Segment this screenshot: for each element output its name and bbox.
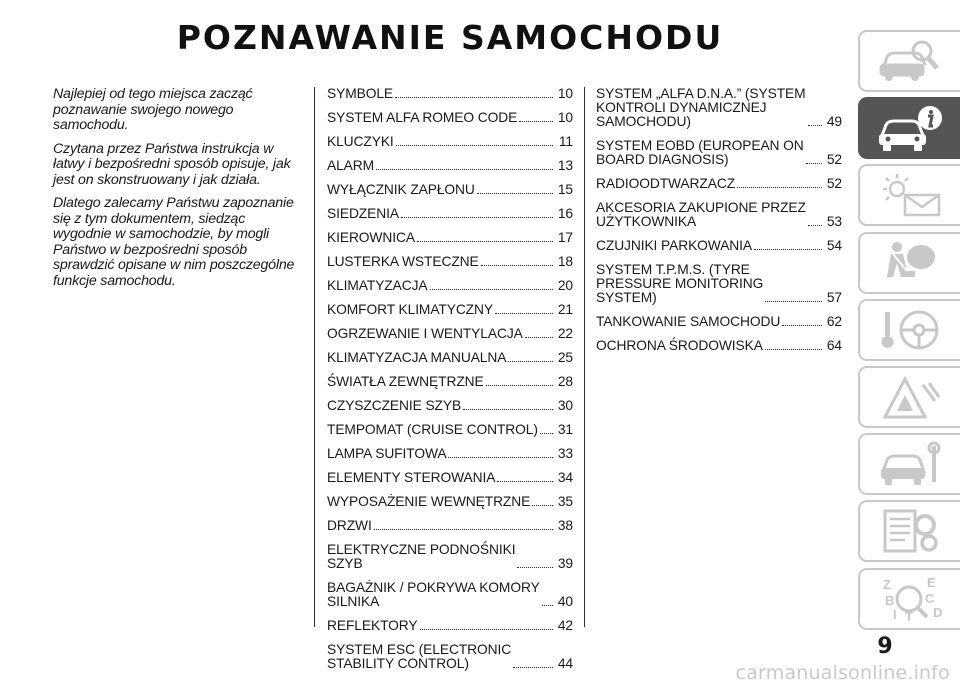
- toc-entry[interactable]: [596, 339, 842, 353]
- toc-entry[interactable]: [327, 643, 573, 671]
- toc-entry[interactable]: [327, 255, 573, 269]
- toc-leader-dots: [401, 217, 553, 218]
- toc-entry-page: 20: [557, 278, 573, 293]
- car-info-icon: [875, 102, 945, 154]
- toc-entry-label: TANKOWANIE SAMOCHODU: [596, 314, 781, 329]
- toc-leader-dots: [477, 193, 553, 194]
- toc-entry-label: SYSTEM ESC (ELECTRONIC STABILITY CONTROL): [327, 642, 512, 671]
- toc-entry-page: 40: [557, 594, 573, 609]
- toc-leader-dots: [754, 249, 822, 250]
- toc-entry[interactable]: [327, 279, 573, 293]
- tab-steering-wheel[interactable]: [858, 299, 960, 361]
- toc-entry-page: 18: [557, 254, 573, 269]
- toc-leader-dots: [517, 567, 553, 568]
- index-letter: I: [893, 606, 897, 622]
- toc-entry-page: 13: [557, 158, 573, 173]
- toc-entry[interactable]: [596, 315, 842, 329]
- toc-entry-label: SYSTEM T.P.M.S. (TYRE PRESSURE MONITORING SYSTEM): [596, 262, 764, 305]
- toc-leader-dots: [395, 97, 553, 98]
- toc-entry-label: ELEMENTY STEROWANIA: [327, 470, 496, 485]
- toc-column-1: [327, 87, 573, 681]
- toc-entry-label: KLUCZYKI: [327, 134, 394, 149]
- toc-entry-page: 22: [557, 326, 573, 341]
- airbag-safety-icon: [875, 237, 945, 289]
- toc-entry[interactable]: [327, 619, 573, 633]
- toc-entry-label: BAGAŻNIK / POKRYWA KOMORY SILNIKA: [327, 580, 540, 609]
- tab-alphabetical-index[interactable]: [858, 568, 960, 630]
- toc-entry-label: DRZWI: [327, 518, 372, 533]
- column-divider: [314, 87, 315, 627]
- toc-entry-page: 62: [826, 314, 842, 329]
- toc-entry-label: CZYSZCZENIE SZYB: [327, 398, 462, 413]
- toc-entry[interactable]: [327, 399, 573, 413]
- toc-entry[interactable]: [327, 207, 573, 221]
- alphabetical-index-icon: [875, 573, 945, 625]
- tab-specifications[interactable]: [858, 500, 960, 562]
- toc-entry[interactable]: [327, 519, 573, 533]
- toc-entry-page: 35: [557, 494, 573, 509]
- toc-leader-dots: [508, 361, 553, 362]
- toc-leader-dots: [420, 629, 554, 630]
- toc-entry-label: TEMPOMAT (CRUISE CONTROL): [327, 422, 538, 437]
- toc-entry-page: 21: [557, 302, 573, 317]
- toc-leader-dots: [765, 301, 822, 302]
- toc-leader-dots: [430, 289, 553, 290]
- toc-entry-page: 54: [826, 238, 842, 253]
- toc-entry[interactable]: [327, 375, 573, 389]
- toc-entry-page: 10: [557, 110, 573, 125]
- toc-entry-label: KLIMATYZACJA: [327, 278, 428, 293]
- toc-entry-page: 34: [557, 470, 573, 485]
- toc-entry[interactable]: [327, 447, 573, 461]
- warning-triangle-icon: [875, 371, 945, 423]
- toc-entry-label: OGRZEWANIE I WENTYLACJA: [327, 326, 523, 341]
- toc-entry-page: 52: [826, 152, 842, 167]
- intro-paragraph: Dlatego zalecamy Państwu zapoznanie się z tym dokumentem, siedząc wygodnie w samochodzie, by mogli Państwo w bezpośredni sposób sprawdzić opisane w nim poszczególne funkcje samochodu.: [53, 195, 295, 289]
- toc-entry-page: 25: [557, 350, 573, 365]
- page-title: POZNAWANIE SAMOCHODU: [176, 18, 724, 57]
- toc-entry[interactable]: [327, 327, 573, 341]
- car-search-icon: [875, 35, 945, 87]
- toc-entry[interactable]: [327, 159, 573, 173]
- toc-entry-page: 38: [557, 518, 573, 533]
- toc-entry[interactable]: [327, 423, 573, 437]
- toc-leader-dots: [463, 409, 553, 410]
- toc-entry-page: 33: [557, 446, 573, 461]
- toc-entry-label: CZUJNIKI PARKOWANIA: [596, 238, 753, 253]
- toc-entry-page: 15: [557, 182, 573, 197]
- toc-entry-page: 64: [826, 338, 842, 353]
- toc-leader-dots: [495, 313, 553, 314]
- toc-entry[interactable]: [596, 177, 842, 191]
- toc-entry-label: SYMBOLE: [327, 86, 394, 101]
- watermark: carmanualsonline.info: [735, 662, 950, 684]
- toc-entry-page: 17: [557, 230, 573, 245]
- index-letter: T: [905, 608, 913, 624]
- toc-entry-page: 30: [557, 398, 573, 413]
- toc-entry-label: LUSTERKA WSTECZNE: [327, 254, 479, 269]
- index-letter: E: [927, 574, 936, 590]
- toc-entry-page: 44: [557, 656, 573, 671]
- toc-leader-dots: [525, 337, 553, 338]
- toc-entry-label: REFLEKTORY: [327, 618, 418, 633]
- toc-entry-label: SYSTEM EOBD (EUROPEAN ON BOARD DIAGNOSIS): [596, 138, 804, 167]
- toc-entry[interactable]: [596, 87, 842, 129]
- toc-leader-dots: [376, 169, 553, 170]
- toc-entry[interactable]: [327, 543, 573, 571]
- toc-leader-dots: [737, 187, 822, 188]
- intro-text: [53, 87, 303, 297]
- toc-entry-label: ŚWIATŁA ZEWNĘTRZNE: [327, 374, 484, 389]
- tab-car-service[interactable]: [858, 433, 960, 495]
- toc-leader-dots: [486, 385, 553, 386]
- tab-car-info[interactable]: [858, 97, 960, 159]
- toc-entry-page: 28: [557, 374, 573, 389]
- toc-entry-page: 11: [558, 134, 573, 149]
- toc-leader-dots: [765, 349, 822, 350]
- toc-entry-label: RADIOODTWARZACZ: [596, 176, 736, 191]
- column-divider: [584, 87, 585, 627]
- toc-leader-dots: [513, 667, 553, 668]
- toc-entry[interactable]: [596, 139, 842, 167]
- index-letter: Z: [883, 576, 891, 592]
- toc-entry-label: ALARM: [327, 158, 375, 173]
- toc-entry-label: ELEKTRYCZNE PODNOŚNIKI SZYB: [327, 542, 516, 571]
- toc-entry[interactable]: [596, 263, 842, 305]
- toc-leader-dots: [808, 125, 822, 126]
- tab-airbag-safety[interactable]: [858, 232, 960, 294]
- toc-leader-dots: [540, 433, 553, 434]
- toc-leader-dots: [782, 325, 822, 326]
- tab-warning-lights[interactable]: [858, 164, 960, 226]
- toc-leader-dots: [542, 605, 553, 606]
- toc-entry-label: KOMFORT KLIMATYCZNY: [327, 302, 493, 317]
- specifications-icon: [875, 505, 945, 557]
- toc-entry-label: WYŁĄCZNIK ZAPŁONU: [327, 182, 475, 197]
- toc-entry-label: LAMPA SUFITOWA: [327, 446, 447, 461]
- toc-entry[interactable]: [327, 111, 573, 125]
- toc-entry-label: WYPOSAŻENIE WEWNĘTRZNE: [327, 494, 531, 509]
- toc-leader-dots: [448, 457, 553, 458]
- steering-wheel-icon: [875, 304, 945, 356]
- toc-entry-page: 42: [557, 618, 573, 633]
- toc-leader-dots: [519, 121, 553, 122]
- toc-entry[interactable]: [327, 135, 573, 149]
- toc-leader-dots: [481, 265, 553, 266]
- index-letter: C: [925, 590, 935, 606]
- toc-entry[interactable]: [327, 581, 573, 609]
- toc-entry-label: OCHRONA ŚRODOWISKA: [596, 338, 763, 353]
- toc-entry-label: SYSTEM „ALFA D.N.A.” (SYSTEM KONTROLI DYNAMICZNEJ SAMOCHODU): [596, 86, 806, 129]
- tab-car-search[interactable]: [858, 30, 960, 92]
- toc-leader-dots: [806, 163, 822, 164]
- toc-entry-page: 31: [557, 422, 573, 437]
- toc-entry-page: 52: [826, 176, 842, 191]
- toc-leader-dots: [396, 145, 553, 146]
- toc-entry-label: KLIMATYZACJA MANUALNA: [327, 350, 507, 365]
- toc-entry[interactable]: [327, 87, 573, 101]
- toc-leader-dots: [497, 481, 553, 482]
- intro-paragraph: Czytana przez Państwa instrukcja w łatwy i bezpośredni sposób opisuje, jak jest on skonstruowany i jak działa.: [53, 140, 291, 188]
- toc-entry-label: SIEDZENIA: [327, 206, 399, 221]
- toc-leader-dots: [417, 241, 553, 242]
- toc-entry[interactable]: [327, 471, 573, 485]
- toc-entry[interactable]: [596, 239, 842, 253]
- tab-emergency[interactable]: [858, 366, 960, 428]
- toc-leader-dots: [532, 505, 553, 506]
- toc-entry[interactable]: [327, 231, 573, 245]
- toc-entry-page: 10: [557, 86, 573, 101]
- toc-entry[interactable]: [327, 495, 573, 509]
- toc-entry-label: SYSTEM ALFA ROMEO CODE: [327, 110, 518, 125]
- warning-lights-icon: [875, 169, 945, 221]
- toc-entry[interactable]: [596, 201, 842, 229]
- toc-entry[interactable]: [327, 303, 573, 317]
- toc-entry-page: 49: [826, 114, 842, 129]
- toc-entry-page: 39: [557, 556, 573, 571]
- index-letter: D: [933, 604, 943, 620]
- toc-column-2: [596, 87, 842, 363]
- index-letter: B: [885, 592, 895, 608]
- toc-leader-dots: [808, 225, 822, 226]
- toc-leader-dots: [374, 529, 553, 530]
- toc-entry-page: 53: [826, 214, 842, 229]
- toc-entry-label: AKCESORIA ZAKUPIONE PRZEZ UŻYTKOWNIKA: [596, 200, 806, 229]
- toc-entry[interactable]: [327, 183, 573, 197]
- page-number: 9: [877, 634, 893, 659]
- chapter-tabs: [858, 30, 960, 635]
- car-service-icon: [875, 438, 945, 490]
- toc-entry-page: 57: [826, 290, 842, 305]
- toc-entry-label: KIEROWNICA: [327, 230, 415, 245]
- intro-paragraph: Najlepiej od tego miejsca zacząć poznawanie swojego nowego samochodu.: [53, 86, 253, 133]
- toc-entry[interactable]: [327, 351, 573, 365]
- toc-entry-page: 16: [557, 206, 573, 221]
